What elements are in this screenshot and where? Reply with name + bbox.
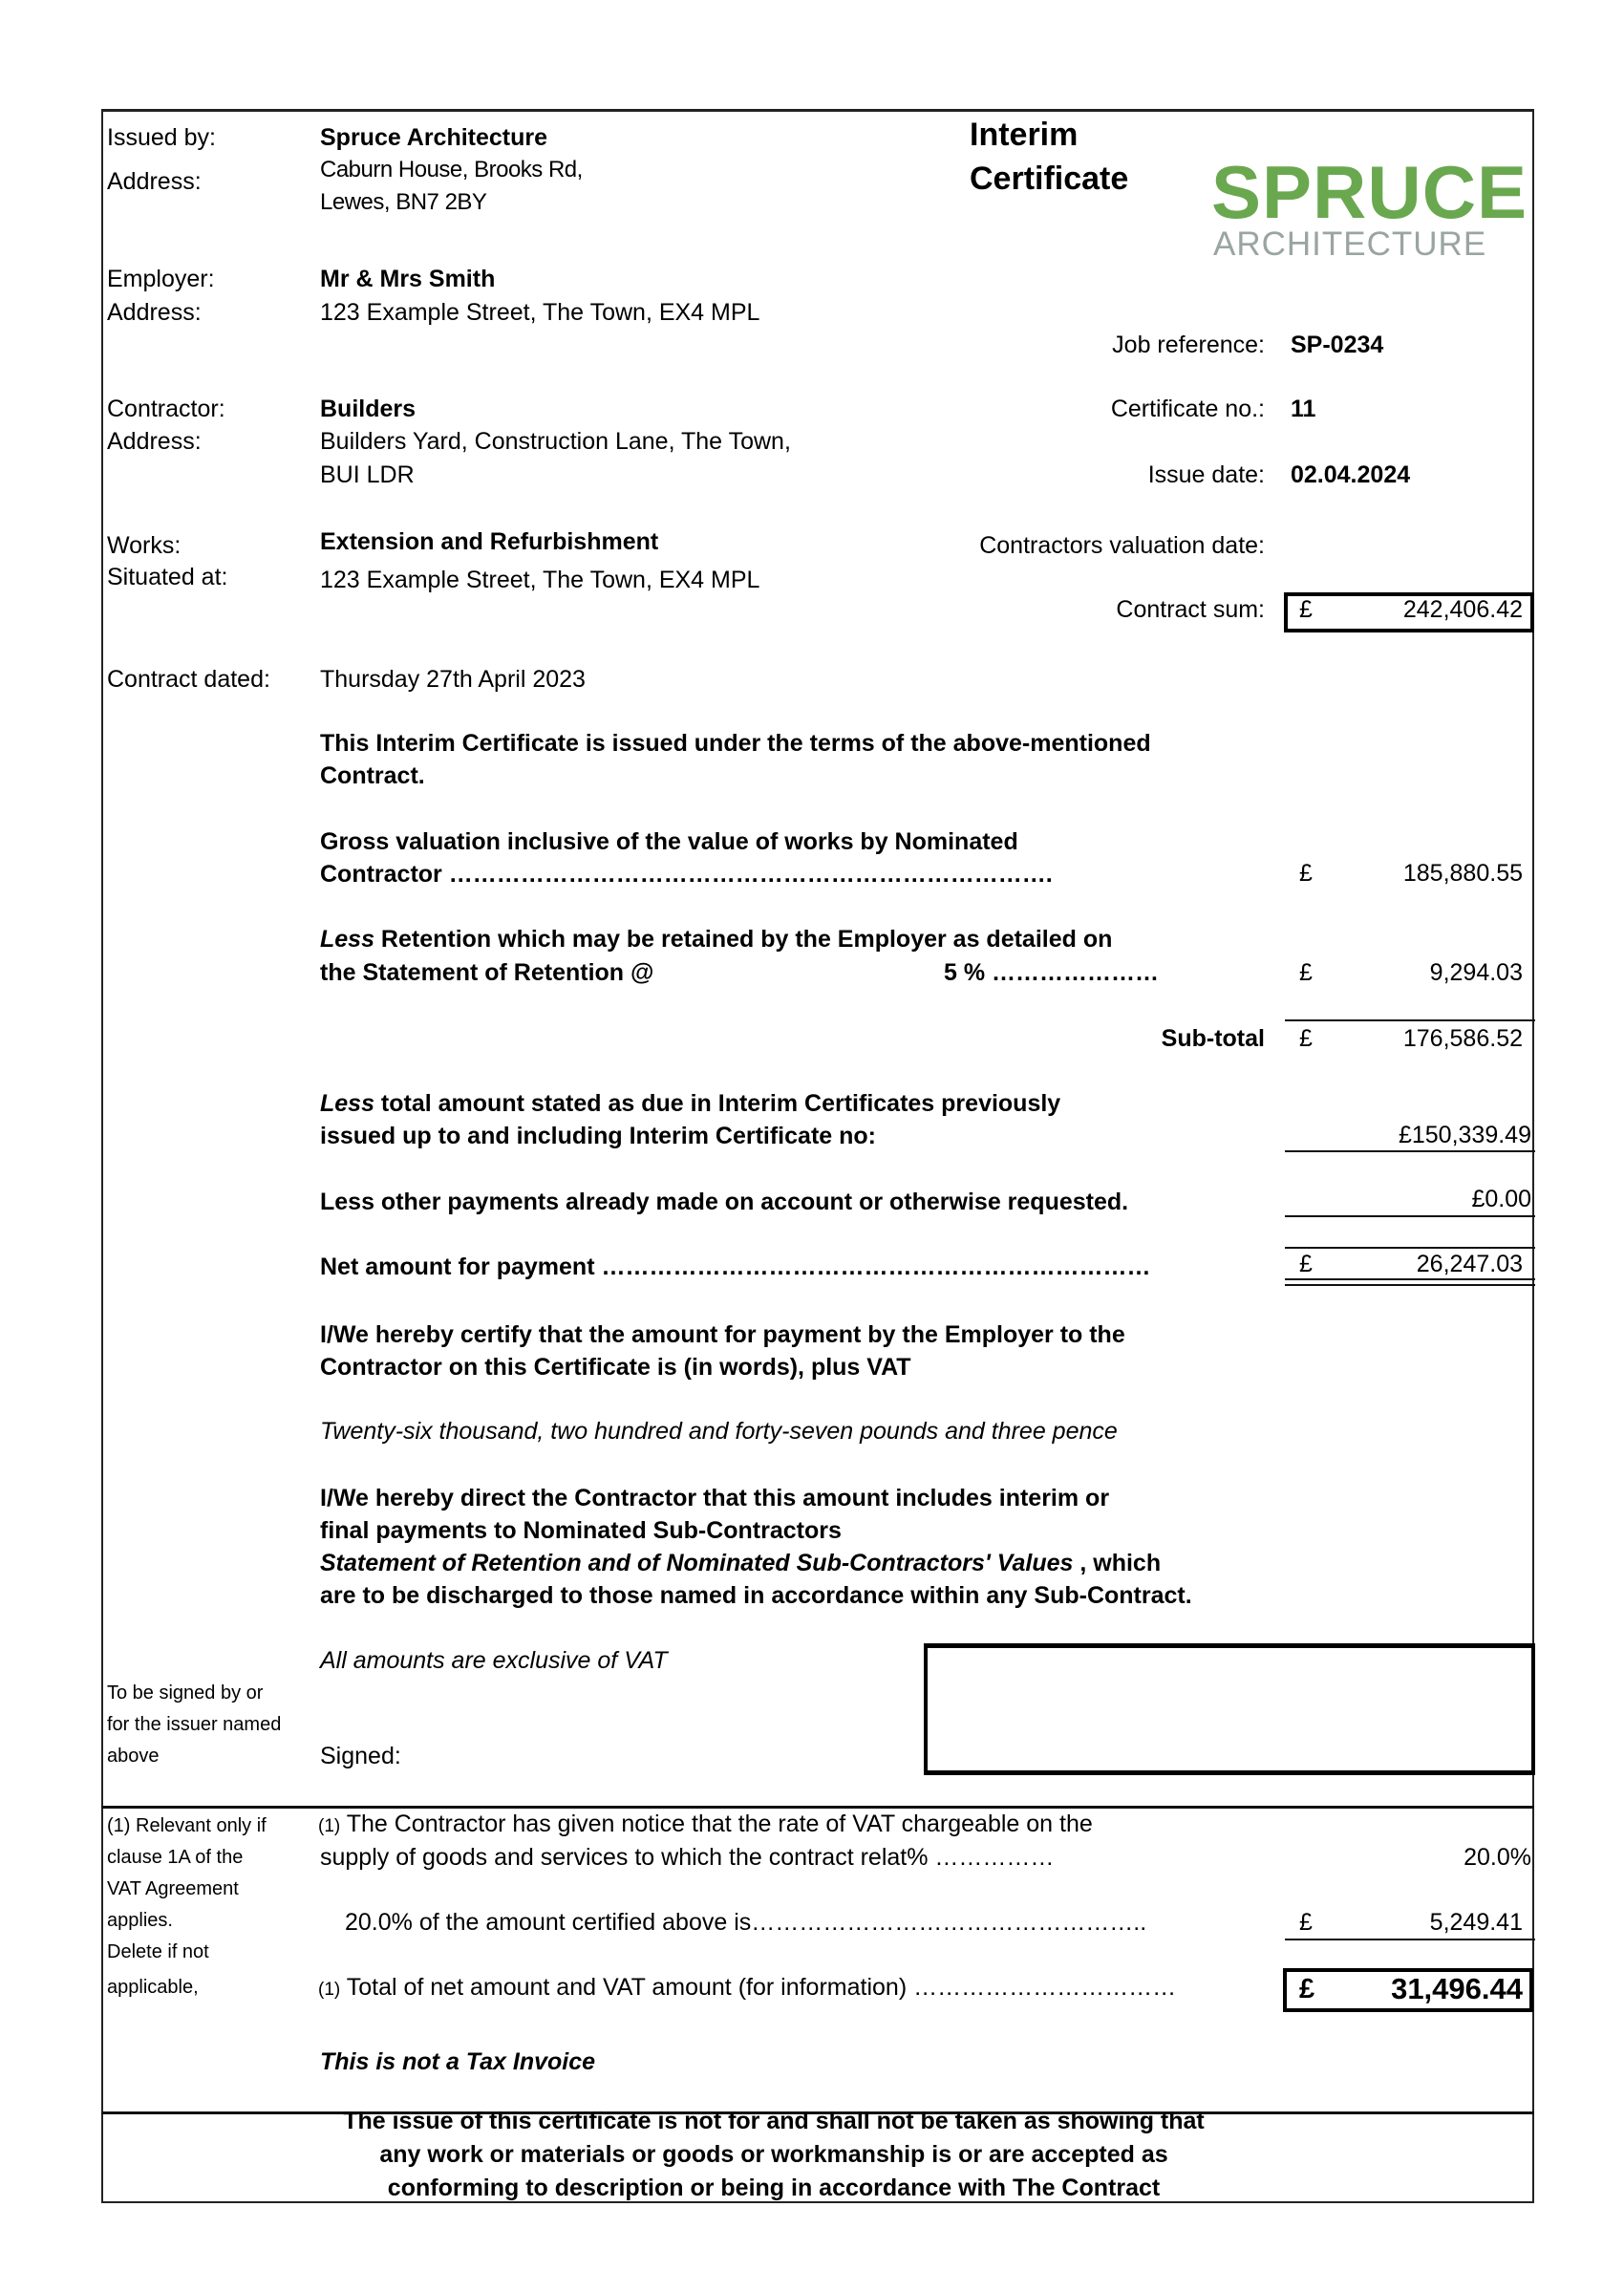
previous-less: Less [320, 1090, 374, 1117]
retention-percentage: 5 % ………………… [944, 959, 1160, 986]
vat-line-text: of the amount certified above is………………………………………….. [412, 1909, 1147, 1936]
statement-of-retention-ref: Statement of Retention and of Nominated Sub-Contractors' Values [320, 1550, 1074, 1576]
previous-line1 [320, 1087, 1275, 1120]
contractor-name: Builders [320, 396, 417, 422]
vat-notice-suffix: % …………… [907, 1844, 1055, 1871]
employer-address-label: Address: [107, 299, 202, 326]
issued-by-label: Issued by: [107, 124, 216, 151]
direct-line1: I/We hereby direct the Contractor that this amount includes interim or [320, 1485, 1110, 1511]
contract-sum-label: Contract sum: [1116, 596, 1265, 623]
job-reference-label: Job reference: [1112, 332, 1265, 358]
gross-valuation-line1: Gross valuation inclusive of the value of works by Nominated [320, 828, 1018, 855]
issuer-address-line1: Caburn House, Brooks Rd, [320, 157, 583, 182]
vat-note-3: VAT Agreement [107, 1878, 239, 1899]
amount-in-words: Twenty-six thousand, two hundred and forty-seven pounds and three pence [320, 1418, 1118, 1445]
direct-line3-rest: , which [1073, 1550, 1162, 1576]
retention-amount: 9,294.03 [1429, 959, 1523, 986]
sign-note-line2: for the issuer named [107, 1714, 282, 1735]
vat-notice-line2 [320, 1844, 1054, 1872]
certificate-no-label: Certificate no.: [1110, 396, 1265, 422]
subtotal-label: Sub-total [1161, 1025, 1265, 1052]
gross-amount: 185,880.55 [1402, 860, 1523, 887]
vat-note-4: applies. [107, 1910, 173, 1931]
footnote-marker: (1) [318, 1816, 341, 1836]
subtotal-currency: £ [1299, 1025, 1313, 1052]
certificate-title-line1: Interim [970, 117, 1079, 153]
works-label: Works: [107, 532, 182, 559]
vat-notice-line1 [318, 1811, 1093, 1838]
previous-line2: issued up to and including Interim Certificate no: [320, 1123, 876, 1149]
contractor-label: Contractor: [107, 396, 225, 422]
issuer-address-label: Address: [107, 168, 202, 195]
sign-note-line1: To be signed by or [107, 1682, 264, 1704]
certificate-no-value: 11 [1291, 396, 1316, 422]
vat-section-divider [101, 1806, 1534, 1809]
situated-address: 123 Example Street, The Town, EX4 MPL [320, 567, 760, 593]
retention-line1 [320, 923, 1275, 955]
vat-currency: £ [1299, 1909, 1313, 1936]
certify-line2: Contractor on this Certificate is (in words), plus VAT [320, 1354, 911, 1381]
vat-note-2: clause 1A of the [107, 1847, 244, 1868]
footer-line3: conforming to description or being in accordance with The Contract [387, 2175, 1161, 2201]
contract-dated-label: Contract dated: [107, 666, 270, 693]
job-reference-value: SP-0234 [1291, 332, 1384, 358]
not-tax-invoice: This is not a Tax Invoice [320, 2048, 596, 2075]
net-currency: £ [1299, 1251, 1313, 1277]
certificate-title-line2: Certificate [970, 161, 1129, 197]
footer-line2: any work or materials or goods or workmanship is or are accepted as [379, 2141, 1168, 2168]
gross-currency: £ [1299, 860, 1313, 887]
contractor-address-line2: BUI LDR [320, 461, 415, 488]
total-currency: £ [1299, 1974, 1315, 2004]
vat-amount-line [345, 1909, 1146, 1937]
net-amount-label: Net amount for payment …………………………………………………………… [320, 1254, 1151, 1280]
net-double-rule-2 [1285, 1284, 1535, 1286]
direct-line3 [320, 1547, 1275, 1579]
valuation-date-label: Contractors valuation date: [979, 532, 1265, 559]
gross-valuation-line2: Contractor …………………………………………………………………. [320, 861, 1053, 888]
retention-line1-text: Retention which may be retained by the Employer as detailed on [374, 926, 1113, 953]
contract-sum-value: 242,406.42 [1402, 596, 1523, 623]
direct-line2: final payments to Nominated Sub-Contractors [320, 1517, 842, 1544]
contractor-address-label: Address: [107, 428, 202, 455]
retention-less: Less [320, 926, 374, 953]
retention-currency: £ [1299, 959, 1313, 986]
vat-note-6: applicable, [107, 1977, 199, 1998]
contractor-address-line1: Builders Yard, Construction Lane, The Town, [320, 428, 791, 455]
other-payments-rule [1285, 1215, 1535, 1217]
total-label: Total of net amount and VAT amount (for information) …………………………… [340, 1974, 1177, 2001]
subtotal-amount: 176,586.52 [1402, 1025, 1523, 1052]
intro-line1: This Interim Certificate is issued under the terms of the above-mentioned [320, 730, 1151, 757]
employer-label: Employer: [107, 266, 215, 292]
other-payments-amount: £0.00 [1471, 1186, 1531, 1212]
vat-rate: 20.0% [1464, 1844, 1531, 1871]
direct-line4: are to be discharged to those named in accordance within any Sub-Contract. [320, 1582, 1192, 1609]
total-amount: 31,496.44 [1391, 1972, 1523, 2005]
issue-date-label: Issue date: [1147, 461, 1265, 488]
footnote-marker-total: (1) [318, 1980, 341, 2000]
footer-line1: The issue of this certificate is not for and shall not be taken as showing that [343, 2108, 1205, 2134]
net-double-rule-1 [1285, 1278, 1535, 1280]
net-amount: 26,247.03 [1416, 1251, 1523, 1277]
previous-rule [1285, 1150, 1535, 1152]
employer-name: Mr & Mrs Smith [320, 266, 496, 292]
vat-amount: 5,249.41 [1429, 1909, 1523, 1936]
vat-note-5: Delete if not [107, 1941, 209, 1962]
vat-notice-line2-text: supply of goods and services to which the contract relat [320, 1844, 908, 1871]
certify-line1: I/We hereby certify that the amount for payment by the Employer to the [320, 1321, 1125, 1348]
employer-address: 123 Example Street, The Town, EX4 MPL [320, 299, 760, 326]
vat-note-1: (1) Relevant only if [107, 1815, 267, 1836]
previous-line1-text: total amount stated as due in Interim Certificates previously [374, 1090, 1061, 1117]
intro-line2: Contract. [320, 762, 425, 789]
other-payments-label: Less other payments already made on account or otherwise requested. [320, 1189, 1129, 1215]
situated-label: Situated at: [107, 564, 228, 590]
vat-rule [1285, 1939, 1535, 1940]
exclusive-vat-note: All amounts are exclusive of VAT [320, 1647, 668, 1674]
issuer-name: Spruce Architecture [320, 124, 548, 151]
net-top-rule [1285, 1247, 1535, 1249]
vat-rate-prefix: 20.0% [345, 1909, 413, 1936]
sign-note-line3: above [107, 1746, 160, 1767]
spruce-logo: SPRUCE [1211, 150, 1528, 234]
contract-dated-value: Thursday 27th April 2023 [320, 666, 586, 693]
subtotal-rule [1285, 1019, 1535, 1021]
signature-box[interactable] [924, 1643, 1535, 1775]
issuer-address-line2: Lewes, BN7 2BY [320, 189, 487, 215]
previous-amount: £150,339.49 [1398, 1122, 1531, 1148]
total-line [318, 1974, 1176, 2002]
works-name: Extension and Refurbishment [320, 528, 659, 555]
contract-sum-currency: £ [1299, 596, 1313, 623]
architecture-logo-text: ARCHITECTURE [1213, 225, 1487, 263]
vat-notice-text: The Contractor has given notice that the rate of VAT chargeable on the [340, 1811, 1093, 1837]
retention-line2: the Statement of Retention @ [320, 959, 654, 986]
issue-date-value: 02.04.2024 [1291, 461, 1411, 488]
signed-label: Signed: [320, 1743, 401, 1769]
